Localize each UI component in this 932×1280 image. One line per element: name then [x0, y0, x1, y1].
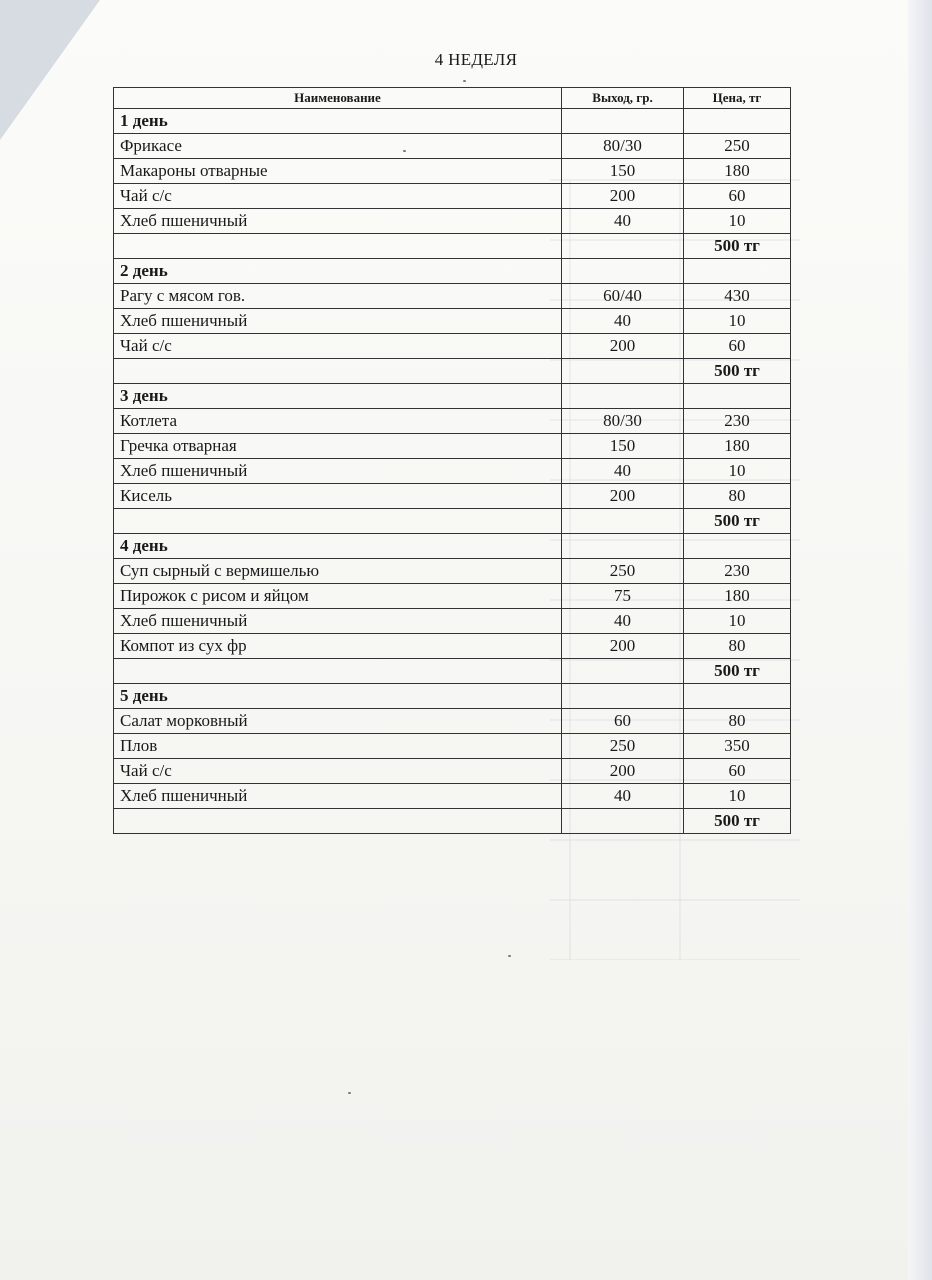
- empty-cell: [114, 809, 562, 834]
- day-label: 4 день: [114, 534, 562, 559]
- table-row: [114, 784, 791, 809]
- day-header-row: [114, 534, 791, 559]
- header-name: Наименование: [114, 88, 562, 109]
- dish-name: Кисель: [114, 484, 562, 509]
- dish-portion: 200: [562, 184, 684, 209]
- dish-portion: 40: [562, 209, 684, 234]
- dish-name: Хлеб пшеничный: [114, 609, 562, 634]
- day-label: 3 день: [114, 384, 562, 409]
- dish-portion: 80/30: [562, 134, 684, 159]
- day-total: 500 тг: [684, 509, 791, 534]
- day-total-row: [114, 234, 791, 259]
- dish-portion: 75: [562, 584, 684, 609]
- day-total-row: [114, 659, 791, 684]
- table-row: [114, 284, 791, 309]
- dish-name: Рагу с мясом гов.: [114, 284, 562, 309]
- dish-name: Котлета: [114, 409, 562, 434]
- dish-portion: 40: [562, 309, 684, 334]
- dish-price: 230: [684, 409, 791, 434]
- day-total: 500 тг: [684, 809, 791, 834]
- day-label: 2 день: [114, 259, 562, 284]
- table-row: [114, 559, 791, 584]
- table-row: [114, 609, 791, 634]
- dish-name: Фрикасе: [114, 134, 562, 159]
- dish-name: Хлеб пшеничный: [114, 209, 562, 234]
- empty-cell: [562, 809, 684, 834]
- scan-speck: [348, 1092, 351, 1094]
- empty-cell: [562, 234, 684, 259]
- dish-price: 10: [684, 609, 791, 634]
- empty-cell: [562, 509, 684, 534]
- day-total-row: [114, 359, 791, 384]
- day-total-row: [114, 809, 791, 834]
- table-row: [114, 434, 791, 459]
- dish-price: 230: [684, 559, 791, 584]
- table-row: [114, 759, 791, 784]
- header-price: Цена, тг: [684, 88, 791, 109]
- dish-portion: 200: [562, 759, 684, 784]
- dish-portion: 250: [562, 559, 684, 584]
- empty-cell: [684, 684, 791, 709]
- table-row: [114, 459, 791, 484]
- dish-price: 80: [684, 634, 791, 659]
- dish-price: 430: [684, 284, 791, 309]
- dish-portion: 40: [562, 784, 684, 809]
- dish-portion: 40: [562, 459, 684, 484]
- dish-price: 10: [684, 309, 791, 334]
- dish-portion: 150: [562, 434, 684, 459]
- table-row: [114, 409, 791, 434]
- table-row: [114, 734, 791, 759]
- table-row: [114, 159, 791, 184]
- empty-cell: [562, 534, 684, 559]
- day-total: 500 тг: [684, 359, 791, 384]
- dish-name: Чай с/с: [114, 759, 562, 784]
- empty-cell: [114, 234, 562, 259]
- menu-table: [113, 87, 791, 834]
- table-row: [114, 634, 791, 659]
- dish-price: 60: [684, 184, 791, 209]
- page-title: 4 НЕДЕЛЯ: [434, 50, 518, 69]
- dish-name: Чай с/с: [114, 184, 562, 209]
- day-header-row: [114, 684, 791, 709]
- dish-price: 60: [684, 334, 791, 359]
- table-header-row: [114, 88, 791, 109]
- empty-cell: [684, 259, 791, 284]
- scan-edge: [908, 0, 932, 1280]
- day-header-row: [114, 384, 791, 409]
- menu-table-body: [114, 109, 791, 834]
- empty-cell: [562, 384, 684, 409]
- day-total-row: [114, 509, 791, 534]
- dish-price: 10: [684, 459, 791, 484]
- dish-price: 10: [684, 784, 791, 809]
- day-header-row: [114, 259, 791, 284]
- dish-price: 180: [684, 159, 791, 184]
- dish-name: Хлеб пшеничный: [114, 784, 562, 809]
- empty-cell: [684, 109, 791, 134]
- dish-name: Суп сырный с вермишелью: [114, 559, 562, 584]
- dish-portion: 80/30: [562, 409, 684, 434]
- dish-price: 80: [684, 484, 791, 509]
- empty-cell: [114, 509, 562, 534]
- dish-name: Гречка отварная: [114, 434, 562, 459]
- dish-portion: 150: [562, 159, 684, 184]
- table-row: [114, 309, 791, 334]
- table-row: [114, 184, 791, 209]
- dish-portion: 200: [562, 484, 684, 509]
- dish-name: Плов: [114, 734, 562, 759]
- dish-portion: 200: [562, 334, 684, 359]
- day-total: 500 тг: [684, 234, 791, 259]
- scan-speck: [463, 80, 466, 82]
- dish-name: Макароны отварные: [114, 159, 562, 184]
- day-header-row: [114, 109, 791, 134]
- empty-cell: [114, 659, 562, 684]
- scan-speck: [403, 150, 406, 152]
- dish-price: 80: [684, 709, 791, 734]
- dish-price: 180: [684, 434, 791, 459]
- dish-portion: 60/40: [562, 284, 684, 309]
- empty-cell: [562, 359, 684, 384]
- table-row: [114, 484, 791, 509]
- empty-cell: [562, 259, 684, 284]
- empty-cell: [562, 109, 684, 134]
- header-portion: Выход, гр.: [562, 88, 684, 109]
- table-row: [114, 134, 791, 159]
- scan-speck: [508, 955, 511, 957]
- table-row: [114, 584, 791, 609]
- dish-price: 10: [684, 209, 791, 234]
- empty-cell: [684, 534, 791, 559]
- table-row: [114, 209, 791, 234]
- dish-name: Чай с/с: [114, 334, 562, 359]
- dish-portion: 200: [562, 634, 684, 659]
- day-label: 5 день: [114, 684, 562, 709]
- empty-cell: [114, 359, 562, 384]
- day-label: 1 день: [114, 109, 562, 134]
- empty-cell: [684, 384, 791, 409]
- empty-cell: [562, 659, 684, 684]
- empty-cell: [562, 684, 684, 709]
- dish-portion: 60: [562, 709, 684, 734]
- dish-name: Пирожок с рисом и яйцом: [114, 584, 562, 609]
- dish-price: 180: [684, 584, 791, 609]
- dish-name: Компот из сух фр: [114, 634, 562, 659]
- table-row: [114, 334, 791, 359]
- dish-price: 60: [684, 759, 791, 784]
- dish-portion: 40: [562, 609, 684, 634]
- dish-price: 350: [684, 734, 791, 759]
- dish-name: Салат морковный: [114, 709, 562, 734]
- dish-price: 250: [684, 134, 791, 159]
- dish-name: Хлеб пшеничный: [114, 309, 562, 334]
- dish-name: Хлеб пшеничный: [114, 459, 562, 484]
- table-row: [114, 709, 791, 734]
- day-total: 500 тг: [684, 659, 791, 684]
- dish-portion: 250: [562, 734, 684, 759]
